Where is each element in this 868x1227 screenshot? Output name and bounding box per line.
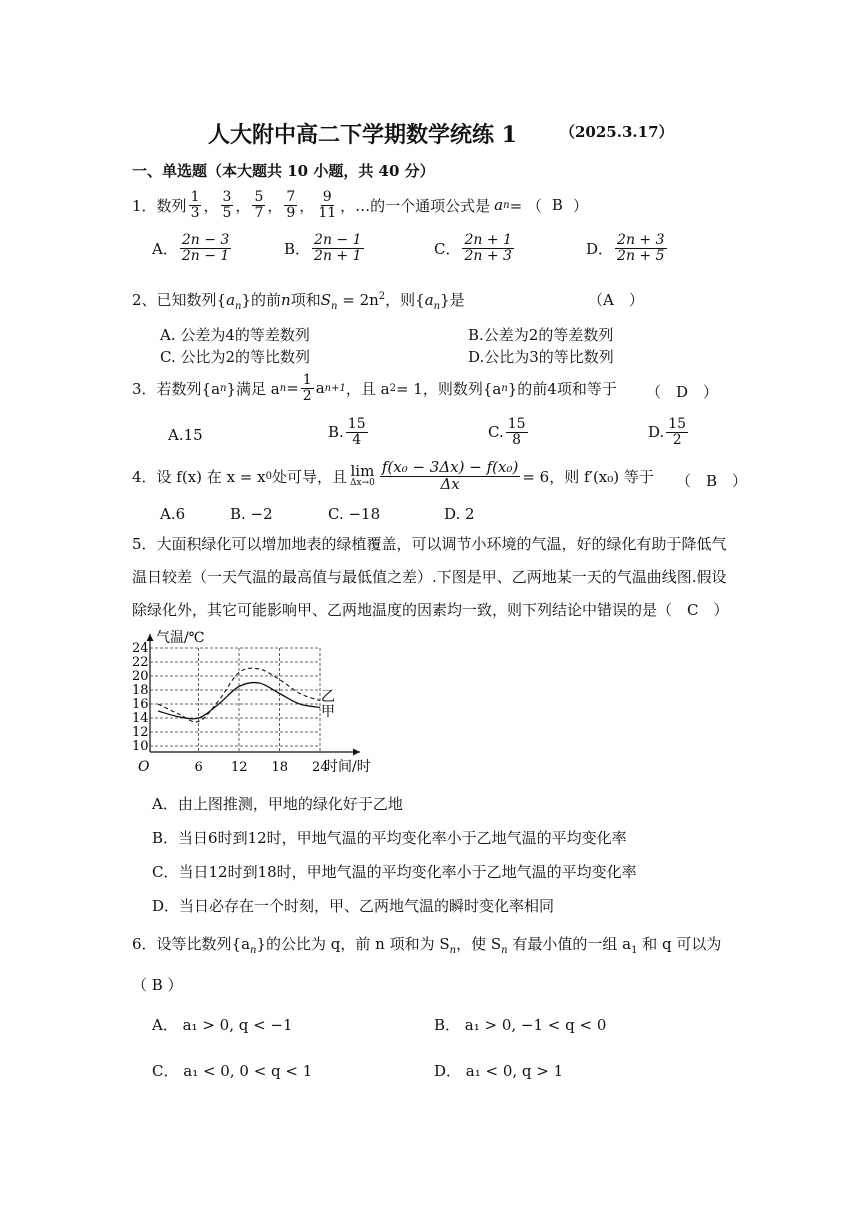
- option-d: D. $\frac{15}{2}$: [648, 416, 687, 448]
- answer: （ D ）: [646, 383, 719, 401]
- exam-date: （2025.3.17）: [560, 123, 674, 141]
- option-c: C. 公比为2的等比数列: [160, 348, 311, 366]
- option-a: A. 公差为4的等差数列: [160, 326, 310, 344]
- answer: （A ）: [588, 291, 644, 309]
- option-b: B. −2: [230, 505, 273, 523]
- legend-yi: 乙: [321, 689, 335, 705]
- chart-grid: [150, 648, 320, 752]
- y-tick-label: 14: [132, 711, 149, 726]
- sequence-term: $\frac{1}{3}$: [190, 189, 200, 221]
- y-tick-label: 24: [132, 641, 149, 656]
- sequence-term: $\frac{3}{5}$: [222, 189, 232, 221]
- answer: B: [551, 196, 563, 215]
- option-c: C. $\frac{15}{8}$: [488, 416, 526, 448]
- option-b: B．当日6时到12时，甲地气温的平均变化率小于乙地气温的平均变化率: [152, 829, 627, 847]
- close-paren: ）: [572, 196, 588, 215]
- x-tick-label: 6: [194, 760, 203, 775]
- limit: lim Δx→0: [349, 462, 375, 489]
- question-tail: ，…的一个通项公式是: [340, 196, 491, 215]
- option-c: C．当日12时到18时，甲地气温的平均变化率小于乙地气温的平均变化率: [152, 863, 637, 881]
- y-tick-label: 10: [132, 739, 149, 754]
- option-c: C. −18: [328, 505, 381, 523]
- option-d: D.公比为3的等比数列: [468, 348, 614, 366]
- option-a: A.15: [168, 426, 203, 444]
- x-axis-label: 时间/时: [324, 759, 371, 775]
- option-b: B． a₁ > 0, −1 < q < 0: [434, 1016, 607, 1034]
- question-3: 3．若数列{a n }满足 a n = $\frac{1}{2}$ a n+1 ，且 a 2 = 1，则数列{a n }的前4项和等于: [132, 372, 617, 404]
- option-d: D．当日必存在一个时刻，甲、乙两地气温的瞬时变化率相同: [152, 897, 555, 915]
- sequence-term: $\frac{9}{11}$: [318, 189, 337, 221]
- y-tick-label: 20: [132, 669, 149, 684]
- y-tick-label: 12: [132, 725, 149, 740]
- answer: （ B ）: [676, 472, 748, 490]
- y-axis-label: 气温/℃: [156, 630, 205, 646]
- math-var: a: [494, 196, 504, 215]
- option-d: D. 2: [444, 505, 475, 523]
- option-b: B． $\frac{2n - 1}{2n + 1}$: [284, 232, 362, 264]
- option-a: A.6: [160, 505, 186, 523]
- legend-jia: 甲: [321, 704, 335, 720]
- sequence-term: $\frac{7}{9}$: [286, 189, 296, 221]
- equals-paren: = （: [509, 196, 542, 215]
- x-tick-label: 24: [312, 760, 329, 775]
- y-tick-label: 16: [132, 697, 149, 712]
- question-2: 2、已知数列$\{a_n\}$的前n项和$S_n = 2n^2$，则$\{a_n\}$是: [132, 291, 465, 312]
- option-b: B.公差为2的等差数列: [468, 326, 614, 344]
- x-tick-label: 18: [271, 760, 289, 775]
- question-5-line: 除绿化外，其它可能影响甲、乙两地温度的因素均一致，则下列结论中错误的是（ C ）: [132, 601, 729, 619]
- option-c: C． $\frac{2n + 1}{2n + 3}$: [434, 232, 512, 264]
- x-tick-label: 12: [231, 760, 248, 775]
- answer: （ B ）: [132, 976, 183, 994]
- option-b: B. $\frac{15}{4}$: [328, 416, 366, 448]
- question-5-line: 5．大面积绿化可以增加地表的绿植覆盖，可以调节小环境的气温，好的绿化有助于降低气: [132, 535, 727, 553]
- question-5-line: 温日较差（一天气温的最高值与最低值之差）.下图是甲、乙两地某一天的气温曲线图.假设: [132, 568, 727, 586]
- question-6: 6．设等比数列$\{a_n\}$的公比为 q，前 n 项和为 $S_n$，使 $S_n$ 有最小值的一组 $a_1$ 和 q 可以为: [132, 935, 722, 956]
- option-a: A．由上图推测，甲地的绿化好于乙地: [152, 795, 403, 813]
- section-heading: 一、单选题（本大题共 10 小题，共 40 分）: [132, 162, 435, 180]
- question-1: 1． 数列 $\frac{1}{3}$ ， $\frac{3}{5}$ ， $\frac{5}{7}$ ， $\frac{7}{9}$ ， $\frac{9}{11}$ ，…的一个通项公式是 a n = （ B ）: [132, 189, 588, 221]
- question-4: 4．设 f(x) 在 x = x 0 处可导，且 lim Δx→0 $\frac{\text{f(x₀ − 3Δx) − f(x₀)}}{\Delta x}$ = 6，则 f′(x₀) 等于: [132, 458, 654, 493]
- question-number: 1．: [132, 196, 157, 215]
- question-lead: 数列: [156, 196, 187, 215]
- option-d: D． a₁ < 0, q > 1: [434, 1062, 564, 1080]
- page-title: 人大附中高二下学期数学统练 1: [208, 122, 517, 148]
- temperature-chart: [128, 628, 388, 778]
- option-c: C． a₁ < 0, 0 < q < 1: [152, 1062, 313, 1080]
- option-a: A． a₁ > 0, q < −1: [152, 1016, 293, 1034]
- y-tick-label: 22: [132, 655, 149, 670]
- sequence-term: $\frac{5}{7}$: [254, 189, 264, 221]
- origin-label: O: [138, 759, 150, 775]
- option-d: D． $\frac{2n + 3}{2n + 5}$: [586, 232, 665, 264]
- option-a: A． $\frac{2n - 3}{2n - 1}$: [152, 232, 230, 264]
- y-tick-label: 18: [132, 683, 149, 698]
